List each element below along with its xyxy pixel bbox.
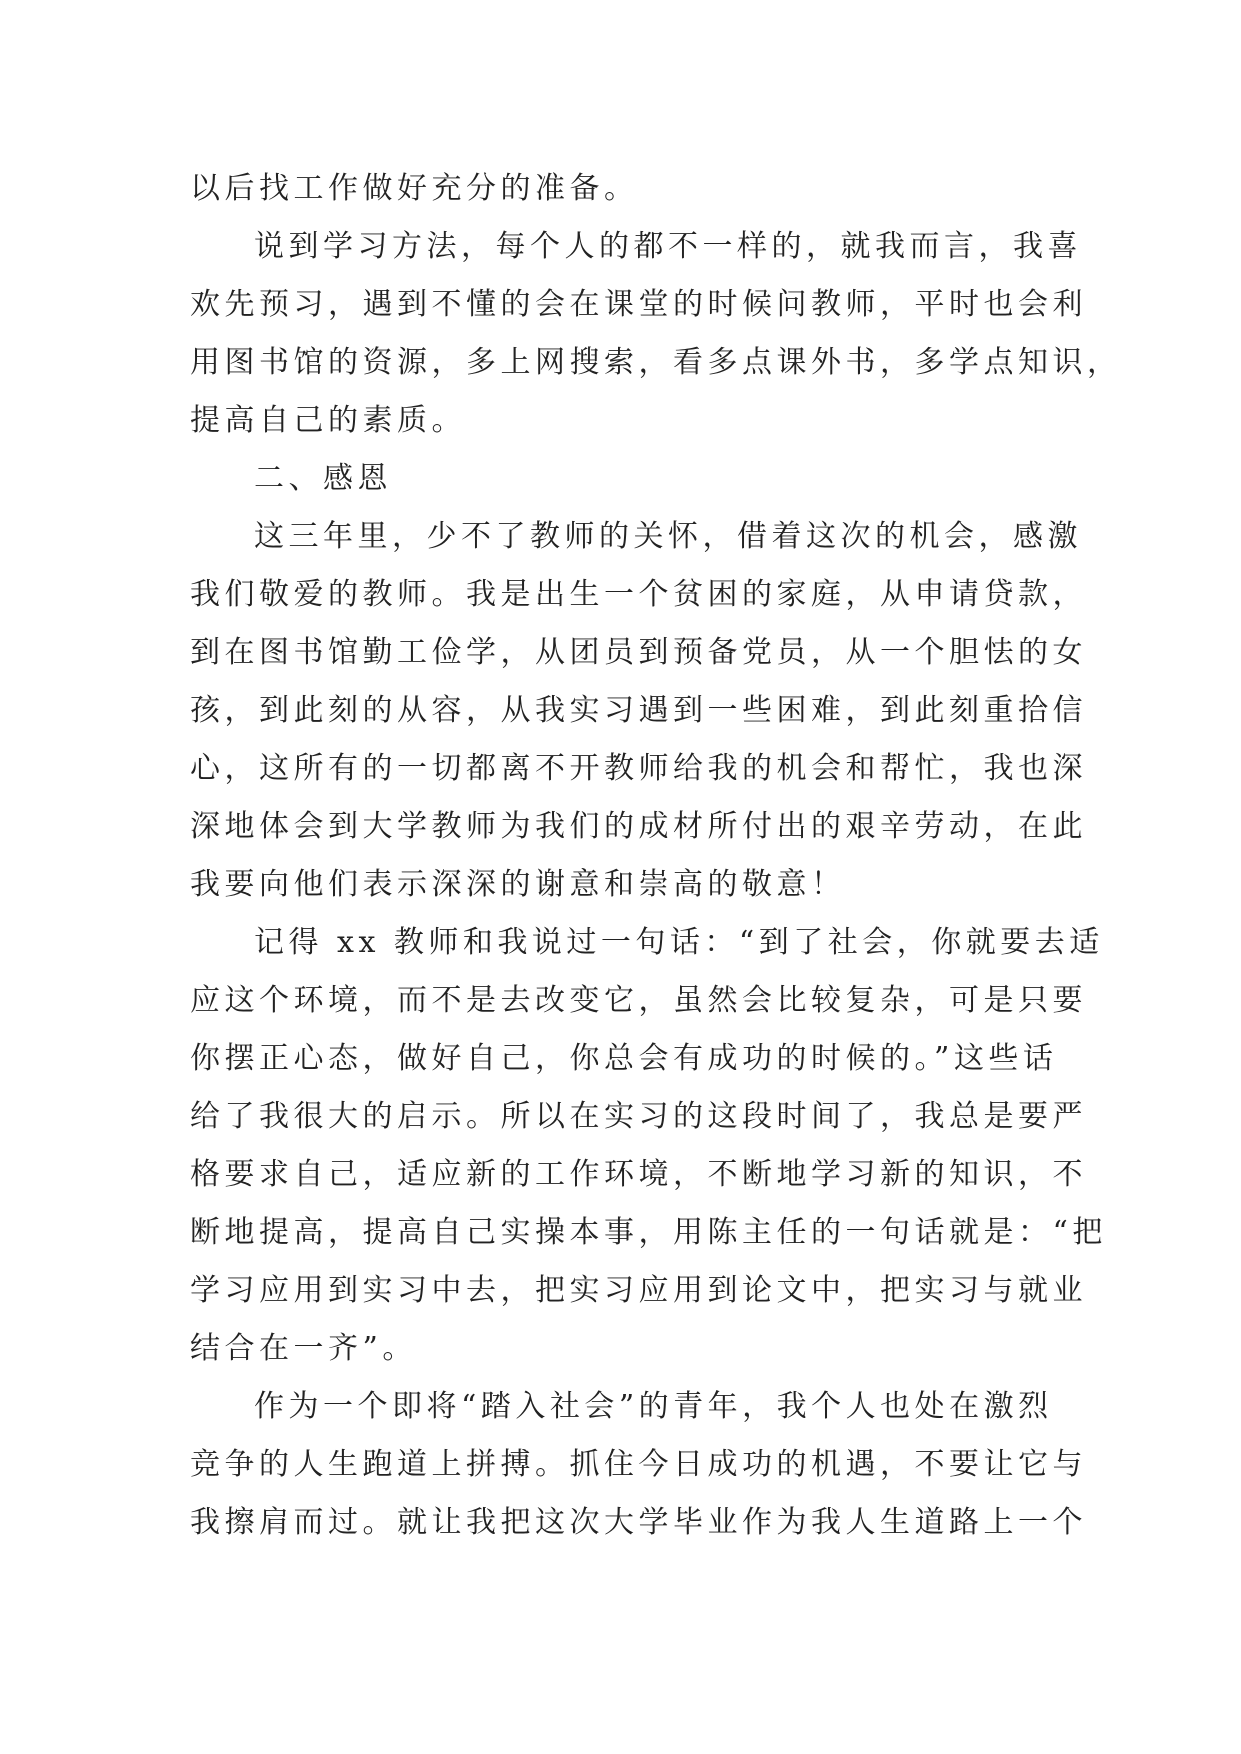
- text-line: 断地提高，提高自己实操本事，用陈主任的一句话就是：“把: [190, 1215, 1107, 1250]
- text-line: 给了我很大的启示。所以在实习的这段时间了，我总是要严: [190, 1099, 1087, 1134]
- text-line: 我要向他们表示深深的谢意和崇高的敬意！: [190, 867, 846, 902]
- text-line: 用图书馆的资源，多上网搜索，看多点课外书，多学点知识，: [190, 345, 1122, 380]
- text-line: 心，这所有的一切都离不开教师给我的机会和帮忙，我也深: [190, 751, 1087, 786]
- text-line: 格要求自己，适应新的工作环境，不断地学习新的知识，不: [190, 1157, 1087, 1192]
- text-line: 孩，到此刻的从容，从我实习遇到一些困难，到此刻重拾信: [190, 693, 1087, 728]
- text-line: 竞争的人生跑道上拼搏。抓住今日成功的机遇，不要让它与: [190, 1447, 1087, 1482]
- text-line: 应这个环境，而不是去改变它，虽然会比较复杂，可是只要: [190, 983, 1087, 1018]
- text-line: 作为一个即将“踏入社会”的青年，我个人也处在激烈: [254, 1389, 1053, 1424]
- text-line: 提高自己的素质。: [190, 403, 466, 438]
- text-line: 以后找工作做好充分的准备。: [190, 171, 639, 206]
- document-body: [190, 160, 1122, 1552]
- text-line: 到在图书馆勤工俭学，从团员到预备党员，从一个胆怯的女: [190, 635, 1087, 670]
- text-line: 结合在一齐”。: [190, 1331, 417, 1366]
- text-line: 学习应用到实习中去，把实习应用到论文中，把实习与就业: [190, 1273, 1087, 1308]
- section-heading: 二、感恩: [254, 461, 392, 496]
- text-line: 深地体会到大学教师为我们的成材所付出的艰辛劳动，在此: [190, 809, 1087, 844]
- text-line: 我们敬爱的教师。我是出生一个贫困的家庭，从申请贷款，: [190, 577, 1087, 612]
- text-line: 记得 xx 教师和我说过一句话：“到了社会，你就要去适: [254, 925, 1104, 960]
- text-line: 说到学习方法，每个人的都不一样的，就我而言，我喜: [254, 229, 1082, 264]
- text-line: 欢先预习，遇到不懂的会在课堂的时候问教师，平时也会利: [190, 287, 1087, 322]
- text-line: 你摆正心态，做好自己，你总会有成功的时候的。”这些话: [190, 1041, 1058, 1076]
- text-line: 这三年里，少不了教师的关怀，借着这次的机会，感激: [254, 519, 1082, 554]
- text-line: 我擦肩而过。就让我把这次大学毕业作为我人生道路上一个: [190, 1505, 1087, 1540]
